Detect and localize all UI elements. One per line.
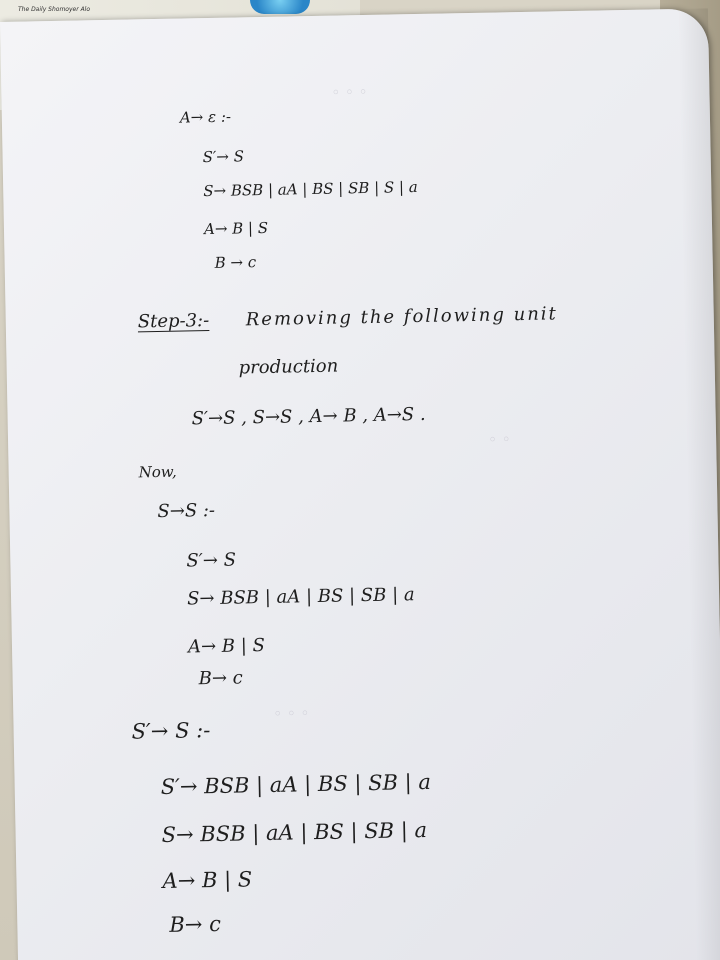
case2-line: A→ B | S (162, 867, 253, 894)
step3-label: Step-3:- (137, 310, 210, 333)
blue-bottle-cap (250, 0, 310, 14)
step3-text-line-2: production (238, 355, 339, 379)
case2-heading: S′→ S :- (131, 718, 211, 744)
now-label: Now, (138, 462, 177, 482)
step2-line: B → c (214, 253, 257, 272)
case1-line: S′→ S (186, 549, 237, 572)
case1-line: B→ c (198, 667, 243, 690)
notebook-page (0, 8, 720, 960)
bleed-through-mark: ◦ ◦ (487, 430, 511, 449)
step2-heading: A→ ε :- (179, 107, 232, 127)
case2-line: S→ BSB | aA | BS | SB | a (161, 817, 428, 848)
step2-line: S→ BSB | aA | BS | SB | S | a (203, 178, 418, 201)
case2-line: B→ c (169, 911, 222, 937)
unit-production-list: S′→S , S→S , A→ B , A→S . (191, 403, 426, 430)
step3-text-line-1: Removing the following unit (245, 303, 559, 331)
step2-line: A→ B | S (203, 218, 269, 239)
case1-line: S→ BSB | aA | BS | SB | a (186, 584, 415, 610)
case1-line: A→ B | S (187, 635, 266, 658)
case2-line: S′→ BSB | aA | BS | SB | a (160, 769, 432, 800)
bleed-through-mark: ◦ ◦ ◦ (331, 82, 368, 102)
step2-line: S′→ S (202, 147, 245, 167)
newspaper-subtitle: The Daily Shomoyer Alo (18, 6, 91, 13)
bleed-through-mark: ◦ ◦ ◦ (273, 704, 310, 723)
case1-heading: S→S :- (157, 499, 216, 523)
